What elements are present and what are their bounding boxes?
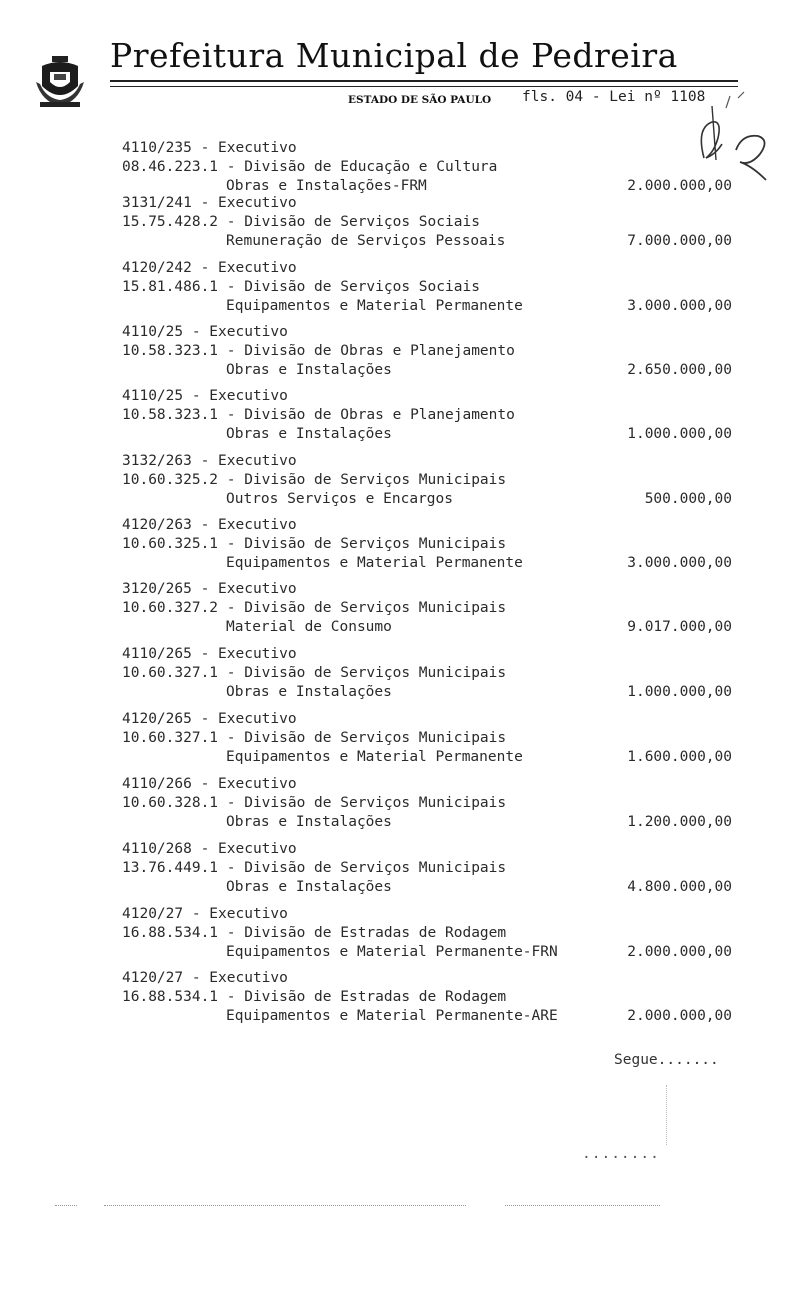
- state-label: ESTADO DE SÃO PAULO: [348, 94, 492, 106]
- item-description: Equipamentos e Material Permanente: [226, 555, 523, 571]
- account-line: 4110/266 - Executivo: [122, 776, 297, 792]
- code-line: 16.88.534.1 - Divisão de Estradas de Rodagem: [122, 925, 507, 941]
- code-line: 15.81.486.1 - Divisão de Serviços Sociais: [122, 279, 480, 295]
- code-line: 15.75.428.2 - Divisão de Serviços Sociais: [122, 214, 480, 230]
- account-line: 4120/265 - Executivo: [122, 711, 297, 727]
- code-line: 10.60.327.2 - Divisão de Serviços Municipais: [122, 600, 507, 616]
- item-description: Equipamentos e Material Permanente: [226, 749, 523, 765]
- item-description: Material de Consumo: [226, 619, 392, 635]
- amount: 2.000.000,00: [627, 178, 732, 194]
- account-line: 4120/27 - Executivo: [122, 970, 288, 986]
- budget-entry: [122, 645, 732, 702]
- item-description: Equipamentos e Material Permanente-ARE: [226, 1008, 558, 1024]
- header-rule-thin: [110, 86, 738, 87]
- code-line: 10.60.325.2 - Divisão de Serviços Municipais: [122, 472, 507, 488]
- budget-entry: [122, 580, 732, 637]
- budget-entry: [122, 259, 732, 316]
- account-line: 4120/27 - Executivo: [122, 906, 288, 922]
- amount: 2.000.000,00: [627, 1008, 732, 1024]
- item-description: Obras e Instalações: [226, 814, 392, 830]
- fold-mark: [666, 1085, 667, 1145]
- item-description: Outros Serviços e Encargos: [226, 491, 453, 507]
- bottom-dotted-line: [55, 1205, 77, 1206]
- amount: 1.000.000,00: [627, 426, 732, 442]
- code-line: 10.60.327.1 - Divisão de Serviços Municipais: [122, 730, 507, 746]
- amount: 1.000.000,00: [627, 684, 732, 700]
- bottom-dotted-line: [505, 1205, 660, 1206]
- code-line: 10.58.323.1 - Divisão de Obras e Planejamento: [122, 407, 515, 423]
- budget-entry: [122, 775, 732, 832]
- amount: 9.017.000,00: [627, 619, 732, 635]
- item-description: Remuneração de Serviços Pessoais: [226, 233, 506, 249]
- item-description: Obras e Instalações: [226, 684, 392, 700]
- account-line: 4110/235 - Executivo: [122, 140, 297, 156]
- code-line: 16.88.534.1 - Divisão de Estradas de Rodagem: [122, 989, 507, 1005]
- budget-entry: [122, 710, 732, 767]
- budget-entry: [122, 387, 732, 444]
- budget-entry: [122, 905, 732, 962]
- budget-entry: [122, 840, 732, 897]
- amount: 1.600.000,00: [627, 749, 732, 765]
- bottom-dotted-line: [104, 1205, 466, 1206]
- account-line: 4120/242 - Executivo: [122, 260, 297, 276]
- budget-entry: [122, 516, 732, 573]
- item-description: Obras e Instalações: [226, 879, 392, 895]
- code-line: 10.58.323.1 - Divisão de Obras e Planejamento: [122, 343, 515, 359]
- item-description: Obras e Instalações: [226, 362, 392, 378]
- budget-entry: [122, 969, 732, 1026]
- amount: 3.000.000,00: [627, 298, 732, 314]
- amount: 2.650.000,00: [627, 362, 732, 378]
- account-line: 4110/265 - Executivo: [122, 646, 297, 662]
- account-line: 4120/263 - Executivo: [122, 517, 297, 533]
- account-line: 3120/265 - Executivo: [122, 581, 297, 597]
- code-line: 10.60.327.1 - Divisão de Serviços Municipais: [122, 665, 507, 681]
- page-title: Prefeitura Municipal de Pedreira: [110, 36, 678, 75]
- code-line: 10.60.325.1 - Divisão de Serviços Municipais: [122, 536, 507, 552]
- amount: 7.000.000,00: [627, 233, 732, 249]
- budget-entry: [122, 323, 732, 380]
- account-line: 4110/25 - Executivo: [122, 324, 288, 340]
- header-rule: [110, 80, 738, 82]
- amount: 1.200.000,00: [627, 814, 732, 830]
- account-line: 3132/263 - Executivo: [122, 453, 297, 469]
- amount: 4.800.000,00: [627, 879, 732, 895]
- account-line: 3131/241 - Executivo: [122, 195, 297, 211]
- code-line: 10.60.328.1 - Divisão de Serviços Municipais: [122, 795, 507, 811]
- continuation-label: Segue.......: [614, 1052, 719, 1068]
- code-line: 13.76.449.1 - Divisão de Serviços Municipais: [122, 860, 507, 876]
- folio-label: fls. 04 - Lei nº 1108: [522, 89, 706, 105]
- amount: 2.000.000,00: [627, 944, 732, 960]
- amount: 3.000.000,00: [627, 555, 732, 571]
- budget-entry: [122, 194, 732, 251]
- item-description: Obras e Instalações-FRM: [226, 178, 427, 194]
- item-description: Equipamentos e Material Permanente: [226, 298, 523, 314]
- account-line: 4110/268 - Executivo: [122, 841, 297, 857]
- municipal-crest-icon: [32, 52, 88, 110]
- trailing-dots: ........: [582, 1146, 660, 1162]
- item-description: Equipamentos e Material Permanente-FRN: [226, 944, 558, 960]
- budget-entry: [122, 139, 732, 196]
- budget-entry: [122, 452, 732, 509]
- item-description: Obras e Instalações: [226, 426, 392, 442]
- amount: 500.000,00: [644, 491, 732, 507]
- account-line: 4110/25 - Executivo: [122, 388, 288, 404]
- code-line: 08.46.223.1 - Divisão de Educação e Cultura: [122, 159, 498, 175]
